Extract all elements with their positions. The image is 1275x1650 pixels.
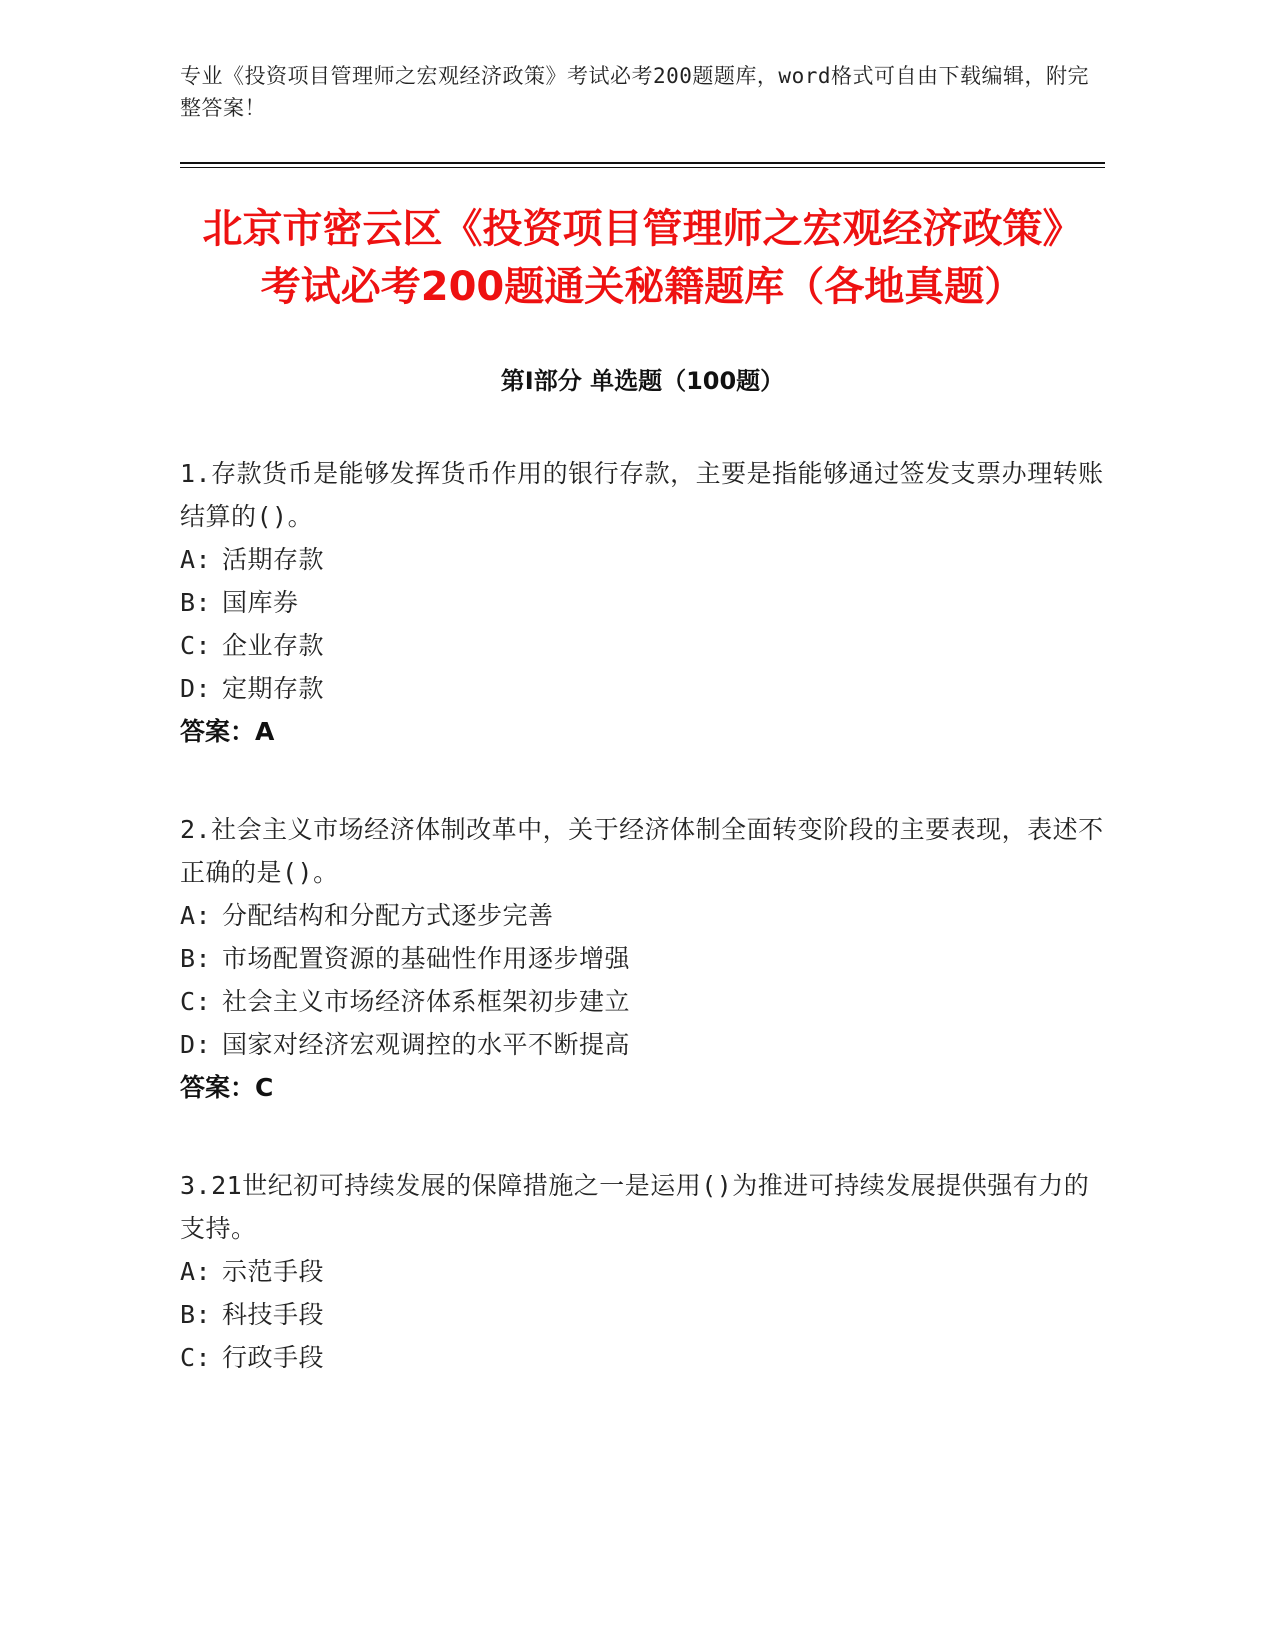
option-text: 市场配置资源的基础性作用逐步增强 [222, 944, 631, 973]
document-title: 北京市密云区《投资项目管理师之宏观经济政策》考试必考200题通关秘籍题库（各地真题） [202, 206, 1083, 310]
option-key: D: [180, 1030, 212, 1059]
question-2 [180, 808, 1105, 1110]
question-text: 2.社会主义市场经济体制改革中，关于经济体制全面转变阶段的主要表现，表述不正确的是()。 [180, 815, 1104, 887]
section-heading: 第Ⅰ部分 单选题（100题） [500, 367, 785, 395]
option-key: C: [180, 631, 212, 660]
answer: 答案：C [180, 1073, 274, 1102]
option-c [180, 1336, 1105, 1379]
header-divider [180, 162, 1105, 168]
option-key: D: [180, 674, 212, 703]
option-c [180, 624, 1105, 667]
option-b [180, 581, 1105, 624]
option-key: C: [180, 1343, 212, 1372]
option-key: B: [180, 1300, 212, 1329]
option-text: 社会主义市场经济体系框架初步建立 [222, 987, 631, 1016]
option-b [180, 1293, 1105, 1336]
question-text: 1.存款货币是能够发挥货币作用的银行存款，主要是指能够通过签发支票办理转账结算的()。 [180, 459, 1104, 531]
option-key: B: [180, 944, 212, 973]
option-text: 定期存款 [222, 674, 325, 703]
option-a [180, 894, 1105, 937]
question-3 [180, 1164, 1105, 1379]
option-text: 科技手段 [222, 1300, 325, 1329]
option-text: 国家对经济宏观调控的水平不断提高 [222, 1030, 631, 1059]
option-b [180, 937, 1105, 980]
option-key: A: [180, 1257, 212, 1286]
option-key: A: [180, 545, 212, 574]
option-text: 企业存款 [222, 631, 325, 660]
option-a [180, 1250, 1105, 1293]
question-1 [180, 452, 1105, 754]
option-text: 国库券 [222, 588, 299, 617]
option-text: 活期存款 [222, 545, 325, 574]
option-key: C: [180, 987, 212, 1016]
option-c [180, 980, 1105, 1023]
option-a [180, 538, 1105, 581]
question-text: 3.21世纪初可持续发展的保障措施之一是运用()为推进可持续发展提供强有力的支持。 [180, 1171, 1090, 1243]
answer: 答案：A [180, 717, 275, 746]
option-key: B: [180, 588, 212, 617]
header-note: 专业《投资项目管理师之宏观经济政策》考试必考200题题库，word格式可自由下载编辑，附完整答案！ [180, 64, 1089, 120]
option-text: 示范手段 [222, 1257, 325, 1286]
document-page [180, 60, 1105, 1379]
option-key: A: [180, 901, 212, 930]
option-text: 行政手段 [222, 1343, 325, 1372]
option-d [180, 667, 1105, 710]
option-d [180, 1023, 1105, 1066]
option-text: 分配结构和分配方式逐步完善 [222, 901, 554, 930]
